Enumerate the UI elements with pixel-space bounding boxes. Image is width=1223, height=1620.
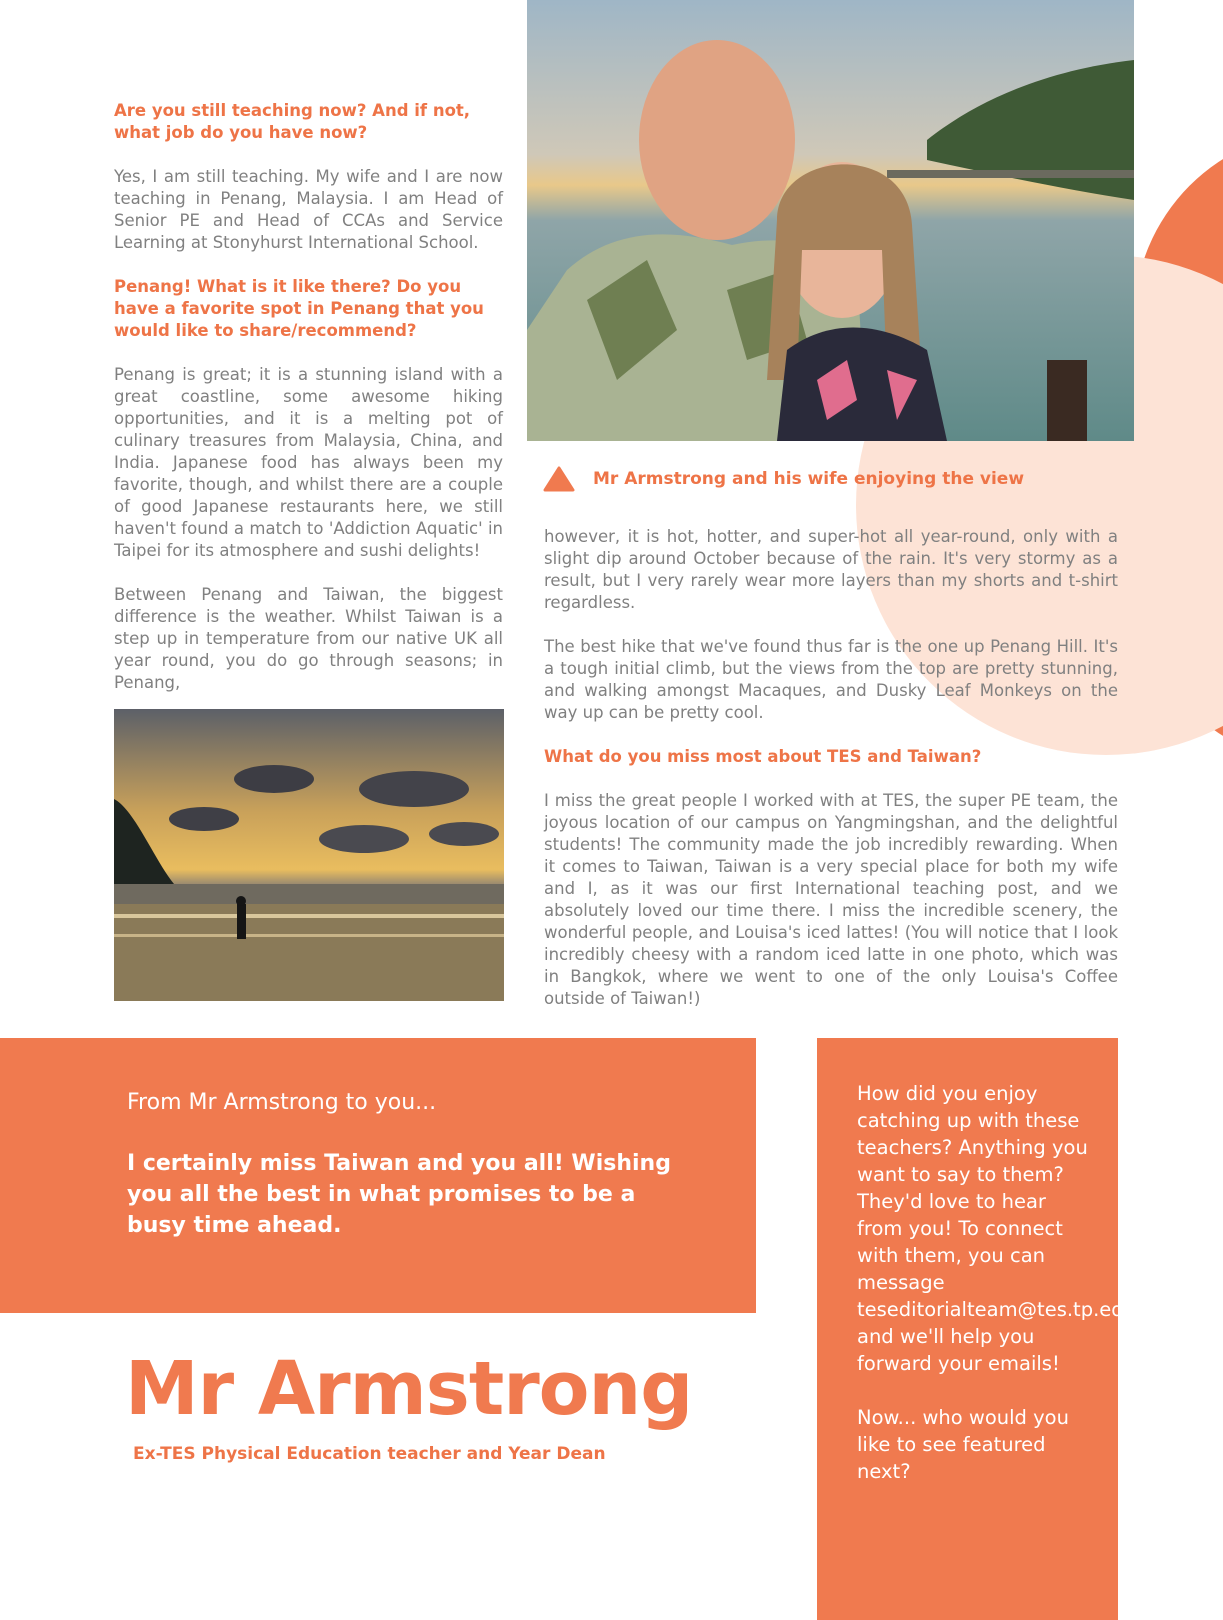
answer-1: Yes, I am still teaching. My wife and I are now teaching in Penang, Malaysia. I am Head of Senior PE and Head of CCAs and Service Learning at Stonyhurst International School.: [114, 167, 503, 252]
side-paragraph-1: How did you enjoy catching up with these teachers? Anything you want to say to them? They'd love to hear from you! To connect with them, you can message teseditorialteam@tes.tp.edu.tw and we'll help you forward your emails!: [857, 1082, 1166, 1375]
quote-title: From Mr Armstrong to you...: [127, 1090, 437, 1115]
answer-2: Penang is great; it is a stunning island with a great coastline, some awesome hiking opportunities, and it is a melting pot of culinary treasures from Malaysia, China, and India. Japanese food has always been my favorite, though, and whilst there are a couple of good Japanese restaurants here, we still haven't found a match to 'Addiction Aquatic' in Taipei for its atmosphere and sushi delights!: [114, 365, 503, 560]
quote-box: [0, 1038, 756, 1313]
question-2: Penang! What is it like there? Do you have a favorite spot in Penang that you would like to share/recommend?: [114, 277, 484, 340]
question-3: What do you miss most about TES and Taiwan?: [544, 747, 982, 766]
caption-text: Mr Armstrong and his wife enjoying the view: [593, 469, 1025, 489]
couple-photo: [527, 0, 1134, 441]
teacher-role: Ex-TES Physical Education teacher and Year Dean: [133, 1444, 606, 1464]
triangle-icon: [543, 466, 575, 492]
sunset-beach-photo: [114, 709, 504, 1001]
question-1: Are you still teaching now? And if not, what job do you have now?: [114, 101, 471, 142]
teacher-name: Mr Armstrong: [125, 1346, 693, 1432]
answer-3: Between Penang and Taiwan, the biggest difference is the weather. Whilst Taiwan is a step up in temperature from our native UK all year round, you do go through seasons; in Penang,: [114, 585, 503, 692]
quote-body: I certainly miss Taiwan and you all! Wishing you all the best in what promises to be a busy time ahead.: [127, 1151, 671, 1238]
answer-3-continued: however, it is hot, hotter, and super-hot all year-round, only with a slight dip around October because of the rain. It's very stormy as a result, but I very rarely wear more layers than my shorts and t-shirt regardless.: [544, 527, 1118, 612]
photo-caption: [543, 466, 1024, 492]
answer-5: I miss the great people I worked with at TES, the super PE team, the joyous location of our campus on Yangmingshan, and the delightful students! The community made the job incredibly rewarding. When it comes to Taiwan, Taiwan is a very special place for both my wife and I, as it was our first International teaching post, and we absolutely loved our time there. I miss the incredible scenery, the wonderful people, and Louisa's iced lattes! (You will notice that I look incredibly cheesy with a random iced latte in one photo, which was in Bangkok, where we went to one of the only Louisa's Coffee outside of Taiwan!): [544, 791, 1118, 1008]
side-paragraph-2: Now... who would you like to see featured next?: [857, 1406, 1069, 1483]
answer-4: The best hike that we've found thus far is the one up Penang Hill. It's a tough initial climb, but the views from the top are pretty stunning, and walking amongst Macaques, and Dusky Leaf Monkeys on the way up can be pretty cool.: [544, 637, 1118, 722]
side-callout-box: [817, 1038, 1166, 1620]
right-column: [544, 526, 1118, 1032]
left-column: [114, 100, 503, 716]
